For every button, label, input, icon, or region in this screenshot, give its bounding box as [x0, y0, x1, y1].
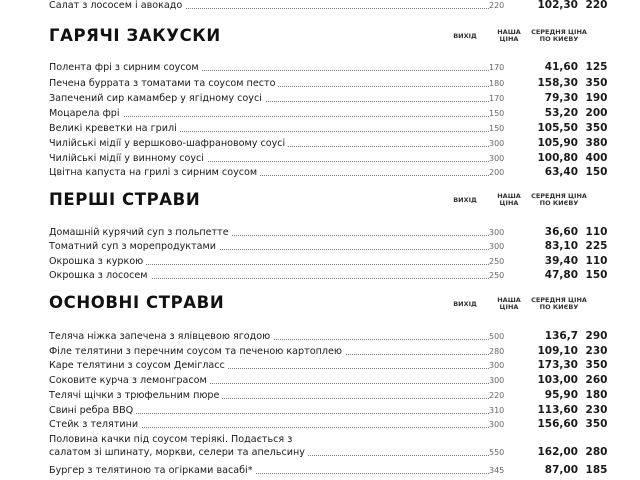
item-weight: 150 — [489, 122, 523, 135]
menu-item — [49, 464, 609, 477]
item-avg-price: 185 — [579, 464, 614, 477]
menu-item — [49, 137, 609, 150]
menu-item — [49, 166, 609, 179]
section-title: ОСНОВНІ СТРАВИ — [49, 293, 225, 312]
menu-item — [49, 152, 609, 165]
menu-item — [49, 345, 609, 358]
item-name: Каре телятини з соусом Демігласс — [49, 359, 228, 372]
item-name: Запечений сир камамбер у ягідному соусі — [49, 92, 265, 105]
header-price: НАША ЦІНА — [497, 28, 521, 43]
item-weight: 180 — [489, 77, 523, 90]
item-price: 162,00 — [523, 446, 578, 459]
item-name: Стейк з телятини — [49, 418, 141, 431]
item-avg-price: 230 — [579, 404, 614, 417]
menu-item — [49, 255, 609, 268]
item-weight: 300 — [489, 240, 523, 253]
item-name: Телячі щічки з трюфельним пюре — [49, 389, 222, 402]
item-price: 87,00 — [523, 464, 578, 477]
section-title: ГАРЯЧІ ЗАКУСКИ — [49, 26, 221, 45]
menu-item — [49, 374, 609, 387]
item-price: 79,30 — [523, 92, 578, 105]
item-weight: 170 — [489, 92, 523, 105]
item-weight: 300 — [489, 359, 523, 372]
item-price: 39,40 — [523, 255, 578, 268]
item-price: 103,00 — [523, 374, 578, 387]
item-weight: 550 — [489, 446, 523, 459]
menu-item — [49, 359, 609, 372]
item-weight: 170 — [489, 61, 523, 74]
item-price: 100,80 — [523, 152, 578, 165]
item-price: 109,10 — [523, 345, 578, 358]
menu-item — [49, 404, 609, 417]
item-name: Домашній курячий суп з польпетте — [49, 226, 232, 239]
item-avg-price: 110 — [579, 226, 614, 239]
item-price: 47,80 — [523, 269, 578, 282]
menu-item — [49, 107, 609, 120]
item-price: 156,60 — [523, 418, 578, 431]
item-weight: 300 — [489, 418, 523, 431]
item-price: 105,90 — [523, 137, 578, 150]
item-avg-price: 150 — [579, 166, 614, 179]
header-weight: ВИХІД — [453, 32, 477, 40]
item-weight: 220 — [489, 389, 523, 402]
item-weight: 300 — [489, 226, 523, 239]
item-weight: 250 — [489, 255, 523, 268]
item-weight: 150 — [489, 107, 523, 120]
item-name: Чилійські мідії у вершково-шафрановому соусі — [49, 137, 288, 150]
menu-item — [49, 77, 609, 90]
item-avg-price: 180 — [579, 389, 614, 402]
item-avg-price: 125 — [579, 61, 614, 74]
item-weight: 250 — [489, 269, 523, 282]
item-avg-price: 190 — [579, 92, 614, 105]
menu-item — [49, 61, 609, 74]
item-price: 53,20 — [523, 107, 578, 120]
header-avg-price: СЕРЕДНЯ ЦІНА ПО КИЄВУ — [531, 296, 587, 311]
header-avg-price: СЕРЕДНЯ ЦІНА ПО КИЄВУ — [531, 28, 587, 43]
menu-item — [49, 330, 609, 343]
menu-item — [49, 0, 609, 12]
item-name: Філе телятини з перечним соусом та печеною картоплею — [49, 345, 345, 358]
item-name: Чилійські мідії у винному соусі — [49, 152, 207, 165]
item-name-continued: салатом зі шпинату, моркви, селери та апельсину — [49, 446, 308, 459]
item-name: Бургер з телятиною та огірками васабі* — [49, 464, 256, 477]
menu-item — [49, 389, 609, 402]
section-title: ПЕРШІ СТРАВИ — [49, 190, 201, 209]
item-name: Окрошка з лососем — [49, 269, 151, 282]
item-avg-price: 350 — [579, 77, 614, 90]
item-price: 102,30 — [523, 0, 578, 12]
header-price: НАША ЦІНА — [497, 192, 521, 207]
header-avg-price: СЕРЕДНЯ ЦІНА ПО КИЄВУ — [531, 192, 587, 207]
item-avg-price: 350 — [579, 418, 614, 431]
item-avg-price: 225 — [579, 240, 614, 253]
menu-item — [49, 226, 609, 239]
item-price: 158,30 — [523, 77, 578, 90]
menu-item — [49, 240, 609, 253]
item-name: Теляча ніжка запечена з ялівцевою ягодою — [49, 330, 273, 343]
item-name: Великі креветки на грилі — [49, 122, 180, 135]
item-avg-price: 230 — [579, 345, 614, 358]
item-name: Полента фрі з сирним соусом — [49, 61, 202, 74]
item-price: 113,60 — [523, 404, 578, 417]
item-name: Моцарела фрі — [49, 107, 123, 120]
item-avg-price: 400 — [579, 152, 614, 165]
item-weight: 345 — [489, 464, 523, 477]
item-avg-price: 380 — [579, 137, 614, 150]
menu-item — [49, 92, 609, 105]
item-weight: 200 — [489, 166, 523, 179]
header-weight: ВИХІД — [453, 300, 477, 308]
menu-item — [49, 122, 609, 135]
item-weight: 300 — [489, 374, 523, 387]
item-name: Цвітна капуста на грилі з сирним соусом — [49, 166, 260, 179]
item-avg-price: 150 — [579, 269, 614, 282]
header-weight: ВИХІД — [453, 196, 477, 204]
item-name: Окрошка з куркою — [49, 255, 146, 268]
item-avg-price: 280 — [579, 446, 614, 459]
menu-item — [49, 269, 609, 282]
item-name: Соковите курча з лемонграсом — [49, 374, 210, 387]
item-name: Салат з лососем і авокадо — [49, 0, 185, 12]
item-price: 63,40 — [523, 166, 578, 179]
item-avg-price: 200 — [579, 107, 614, 120]
item-price: 36,60 — [523, 226, 578, 239]
item-name: Томатний суп з морепродуктами — [49, 240, 219, 253]
item-weight: 300 — [489, 152, 523, 165]
item-weight: 220 — [489, 0, 523, 12]
header-price: НАША ЦІНА — [497, 296, 521, 311]
item-name: Половина качки під соусом теріякі. Подається з — [49, 433, 295, 446]
item-name: Свині ребра BBQ — [49, 404, 136, 417]
item-price: 83,10 — [523, 240, 578, 253]
item-weight: 300 — [489, 137, 523, 150]
item-price: 173,30 — [523, 359, 578, 372]
item-price: 105,50 — [523, 122, 578, 135]
item-avg-price: 220 — [579, 0, 614, 12]
item-weight: 500 — [489, 330, 523, 343]
item-avg-price: 260 — [579, 374, 614, 387]
item-weight: 280 — [489, 345, 523, 358]
menu-item — [49, 418, 609, 431]
menu-item — [49, 433, 609, 458]
item-avg-price: 350 — [579, 359, 614, 372]
item-name: Печена буррата з томатами та соусом песто — [49, 77, 278, 90]
item-price: 41,60 — [523, 61, 578, 74]
item-price: 136,7 — [523, 330, 578, 343]
item-avg-price: 110 — [579, 255, 614, 268]
item-price: 95,90 — [523, 389, 578, 402]
item-avg-price: 290 — [579, 330, 614, 343]
item-weight: 310 — [489, 404, 523, 417]
item-avg-price: 350 — [579, 122, 614, 135]
